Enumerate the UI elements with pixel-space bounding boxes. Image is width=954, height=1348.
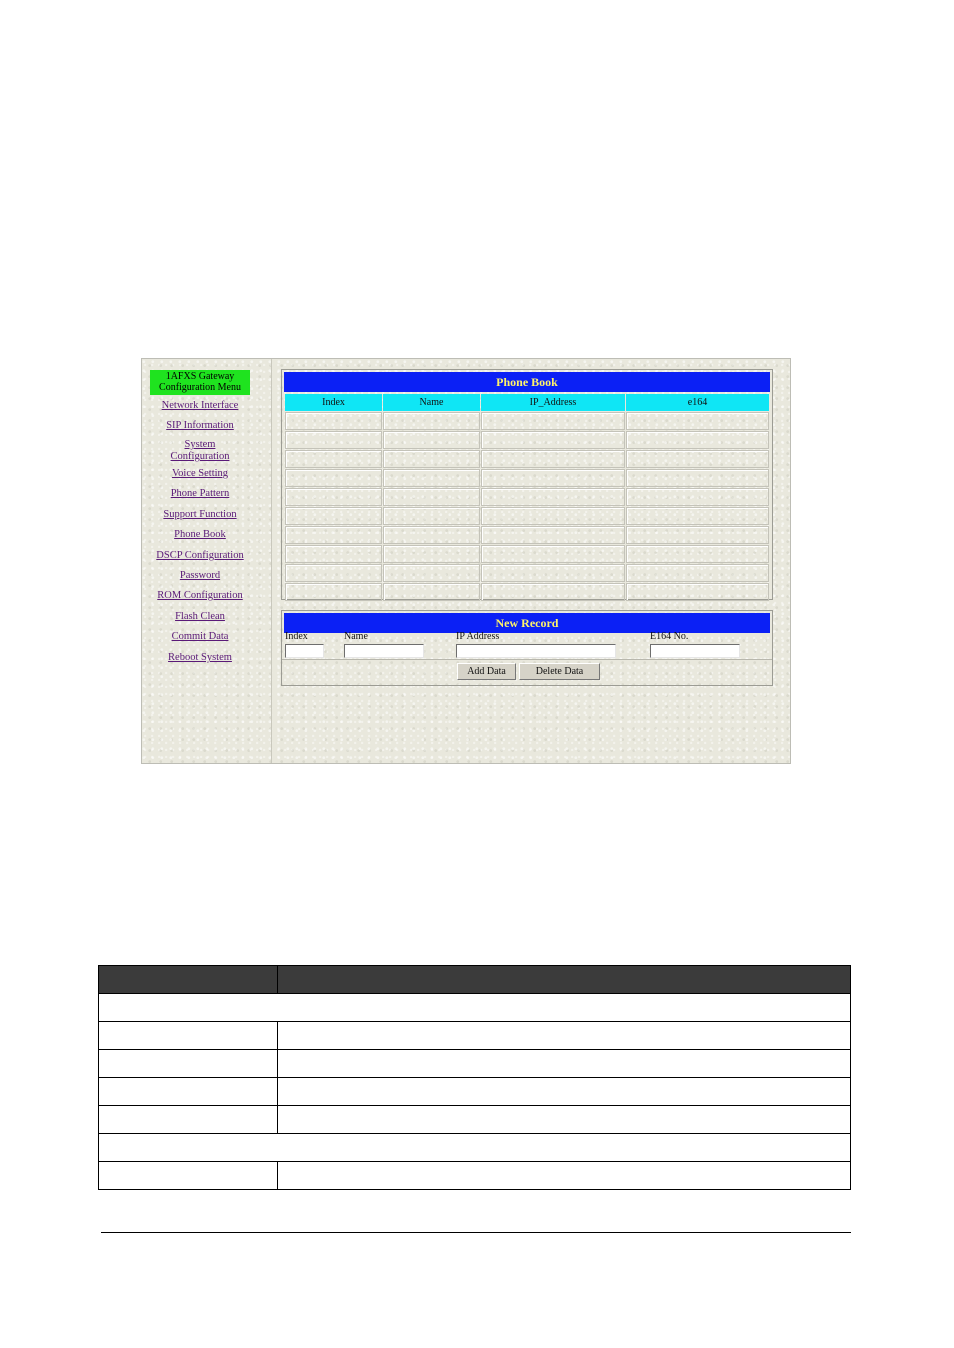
- sidebar-item-reboot-system[interactable]: Reboot System: [168, 652, 232, 663]
- phone-book-cell: [383, 507, 480, 525]
- phone-book-row: [285, 431, 769, 449]
- phone-book-row: [285, 564, 769, 582]
- phone-book-cell: [285, 450, 382, 468]
- phone-book-table: [284, 393, 770, 602]
- table-row: [99, 1106, 851, 1134]
- divider: [282, 659, 772, 660]
- phone-book-cell: [626, 545, 769, 563]
- phone-book-cell: [383, 526, 480, 544]
- phone-book-cell: [626, 507, 769, 525]
- menu-title-line: 1AFXS Gateway: [165, 371, 235, 382]
- phone-book-cell: [481, 526, 625, 544]
- phone-book-cell: [383, 545, 480, 563]
- sidebar: [142, 359, 272, 763]
- sidebar-item-label: Configuration: [170, 451, 230, 462]
- phone-book-title: Phone Book: [284, 372, 770, 392]
- sidebar-item-support-function[interactable]: Support Function: [163, 509, 237, 520]
- phone-book-cell: [481, 507, 625, 525]
- column-header-ip-address: IP_Address: [481, 394, 625, 411]
- new-record-title: New Record: [284, 613, 770, 633]
- table-row: [99, 1050, 851, 1078]
- sidebar-item-voice-setting[interactable]: Voice Setting: [171, 468, 229, 479]
- phone-book-cell: [626, 450, 769, 468]
- menu-title-line: Configuration Menu: [159, 382, 241, 393]
- table-section-row: [99, 994, 851, 1022]
- phone-book-cell: [285, 526, 382, 544]
- phone-book-row: [285, 545, 769, 563]
- phone-book-cell: [285, 412, 382, 430]
- phone-book-row: [285, 526, 769, 544]
- phone-book-cell: [626, 526, 769, 544]
- phone-book-cell: [285, 488, 382, 506]
- phone-book-cell: [626, 469, 769, 487]
- table-header-cell: [99, 966, 278, 994]
- phone-book-cell: [626, 431, 769, 449]
- phone-book-cell: [626, 583, 769, 601]
- table-section-row: [99, 1134, 851, 1162]
- name-label: Name: [344, 631, 368, 642]
- phone-book-cell: [481, 488, 625, 506]
- table-cell: [99, 1106, 278, 1134]
- table-cell: [99, 1050, 278, 1078]
- phone-book-row: [285, 450, 769, 468]
- phone-book-cell: [383, 450, 480, 468]
- sidebar-item-commit-data[interactable]: Commit Data: [171, 631, 229, 642]
- phone-book-row: [285, 583, 769, 601]
- table-cell: [99, 1022, 278, 1050]
- table-cell: [99, 1134, 851, 1162]
- sidebar-item-password[interactable]: Password: [179, 570, 221, 581]
- phone-book-cell: [383, 469, 480, 487]
- ip-address-label: IP Address: [456, 631, 500, 642]
- phone-book-cell: [626, 488, 769, 506]
- sidebar-item-dscp-configuration[interactable]: DSCP Configuration: [156, 550, 244, 561]
- phone-book-cell: [481, 564, 625, 582]
- phone-book-cell: [481, 412, 625, 430]
- table-cell: [99, 1162, 278, 1190]
- sidebar-item-label: System: [184, 439, 216, 450]
- sidebar-item-flash-clean[interactable]: Flash Clean: [175, 611, 225, 622]
- table-row: [99, 1022, 851, 1050]
- table-cell: [278, 1050, 851, 1078]
- table-row: [99, 1078, 851, 1106]
- table-row: [99, 1162, 851, 1190]
- phone-book-row: [285, 469, 769, 487]
- phone-book-cell: [285, 507, 382, 525]
- sidebar-item-sip-information[interactable]: SIP Information: [166, 420, 234, 431]
- menu-title: [150, 370, 250, 395]
- column-header-name: Name: [383, 394, 480, 411]
- footer-rule: [101, 1232, 851, 1233]
- phone-book-cell: [285, 431, 382, 449]
- phone-book-cell: [626, 564, 769, 582]
- table-header-row: [99, 966, 851, 994]
- phone-book-cell: [383, 431, 480, 449]
- sidebar-item-rom-configuration[interactable]: ROM Configuration: [157, 590, 243, 601]
- phone-book-row: [285, 412, 769, 430]
- phone-book-cell: [383, 412, 480, 430]
- phone-book-cell: [383, 564, 480, 582]
- sidebar-item-phone-pattern[interactable]: Phone Pattern: [170, 488, 230, 499]
- document-table: [98, 965, 851, 1190]
- phone-book-cell: [285, 545, 382, 563]
- sidebar-item-system-configuration[interactable]: [142, 439, 258, 463]
- phone-book-row: [285, 488, 769, 506]
- phone-book-cell: [383, 583, 480, 601]
- table-cell: [99, 994, 851, 1022]
- table-header-cell: [278, 966, 851, 994]
- e164-label: E164 No.: [650, 631, 689, 642]
- index-input[interactable]: [285, 644, 324, 658]
- delete-data-button[interactable]: Delete Data: [519, 663, 600, 680]
- index-label: Index: [285, 631, 308, 642]
- phone-book-cell: [285, 583, 382, 601]
- phone-book-rows: [285, 412, 769, 601]
- new-record-panel: [281, 610, 773, 686]
- phone-book-panel: [281, 369, 773, 600]
- name-input[interactable]: [344, 644, 424, 658]
- phone-book-screenshot: [141, 358, 791, 764]
- table-cell: [99, 1078, 278, 1106]
- phone-book-cell: [481, 431, 625, 449]
- table-cell: [278, 1078, 851, 1106]
- column-header-index: Index: [285, 394, 382, 411]
- add-data-button[interactable]: Add Data: [457, 663, 516, 680]
- table-cell: [278, 1106, 851, 1134]
- phone-book-cell: [481, 469, 625, 487]
- sidebar-item-network-interface[interactable]: Network Interface: [161, 400, 239, 411]
- column-header-e164: e164: [626, 394, 769, 411]
- ip-address-input[interactable]: [456, 644, 616, 658]
- phone-book-row: [285, 507, 769, 525]
- phone-book-cell: [383, 488, 480, 506]
- e164-input[interactable]: [650, 644, 740, 658]
- phone-book-cell: [481, 450, 625, 468]
- sidebar-item-phone-book[interactable]: Phone Book: [174, 529, 226, 540]
- phone-book-header-row: [285, 394, 769, 411]
- phone-book-cell: [626, 412, 769, 430]
- table-cell: [278, 1022, 851, 1050]
- table-cell: [278, 1162, 851, 1190]
- phone-book-cell: [285, 564, 382, 582]
- phone-book-cell: [481, 583, 625, 601]
- phone-book-cell: [285, 469, 382, 487]
- phone-book-cell: [481, 545, 625, 563]
